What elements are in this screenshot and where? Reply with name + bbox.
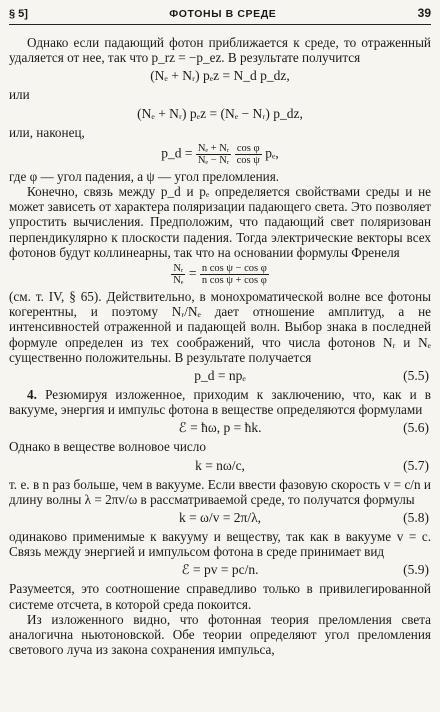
eq4-frac1-numerator: Nᵣ	[171, 263, 185, 275]
equation-momentum-ratio	[9, 143, 431, 166]
paragraph-phase-velocity: т. е. в n раз больше, чем в вакууме. Если ввести фазовую скорость v = c/n и длину волны λ = 2πv/ω в рассматриваемой среде, то получатся формулы	[9, 476, 431, 507]
eq7-number: (5.7)	[403, 457, 429, 473]
equation-5-5	[9, 368, 431, 384]
eq8-formula: k = ω/v = 2π/λ,	[178, 510, 262, 526]
eq3-lhs: p_d =	[161, 145, 193, 161]
eq3-frac2-numerator: cos φ	[235, 143, 262, 155]
equation-5-6	[9, 420, 431, 436]
section-marker: § 5]	[9, 8, 28, 20]
paragraph-reflected-photon: Однако если падающий фотон приближается к среде, то отраженный удаляется от нее, так что p_rz = −p_ez. В результате получится	[9, 35, 431, 66]
eq4-frac2-numerator: n cos ψ − cos φ	[201, 263, 267, 275]
eq5-number: (5.5)	[403, 368, 429, 384]
paragraph-angles: где φ — угол падения, а ψ — угол преломления.	[9, 168, 280, 184]
eq4-equals: =	[188, 265, 197, 281]
eq4-fraction-fresnel	[200, 263, 269, 286]
eq3-fraction-n	[196, 143, 231, 166]
eq6-formula: ℰ = ħω, p = ħk.	[178, 420, 262, 436]
page-number: 39	[417, 6, 431, 20]
eq5-formula: p_d = npₑ	[194, 368, 246, 384]
equation-photon-balance-2: (Nₑ + Nᵣ) pₑz = (Nₑ − Nᵣ) p_dz,	[137, 105, 303, 121]
connector-or: или	[9, 87, 30, 103]
equation-photon-balance-1: (Nₑ + Nᵣ) pₑz = N_d p_dz,	[150, 68, 290, 84]
eq9-number: (5.9)	[403, 562, 429, 578]
paragraph-polarization: Конечно, связь между p_d и pₑ определяется свойствами среды и не может зависеть от характера поляризации падающего света. Это позволяет упростить вычисления. Предположим, что падающий свет поляризован перпендикулярно к плоскости падения. Тогда электрические векторы всех фотонов будут коллинеарны, так что на основании формулы Френеля	[9, 184, 431, 260]
paragraph-wave-number: Однако в веществе волновое число	[9, 439, 206, 455]
connector-or-finally: или, наконец,	[9, 124, 85, 140]
eq7-formula: k = nω/c,	[195, 457, 245, 473]
eq9-formula: ℰ = pv = pc/n.	[181, 562, 259, 578]
running-header	[9, 6, 431, 25]
equation-5-7	[9, 458, 431, 474]
paragraph-reference-frame: Разумеется, это соотношение справедливо только в привилегированной системе отсчета, в которой среда покоится.	[9, 581, 431, 612]
running-title: ФОТОНЫ В СРЕДЕ	[169, 8, 277, 20]
equation-5-8	[9, 510, 431, 526]
eq6-number: (5.6)	[403, 420, 429, 436]
eq4-fraction-ratio	[171, 263, 185, 286]
paragraph-summary-text: Резюмируя изложенное, приходим к заключению, что, как и в вакууме, энергия и импульс фотона в веществе определяются формулами	[9, 387, 432, 418]
paragraph-energy-momentum: одинаково применимые к вакууму и веществу, так как в вакууме v = c. Связь между энергией и импульсом фотона в среде принимает вид	[9, 529, 431, 560]
eq4-frac1-denominator: Nₑ	[173, 275, 184, 287]
paragraph-coherence: (см. т. IV, § 65). Действительно, в монохроматической волне все фотоны когерентны, и поэтому Nᵣ/Nₑ дает отношение амплитуд, а не интенсивностей отраженной и падающей волн. Выбор знака в последней формуле определен из тех соображений, что числа фотонов Nᵣ и Nₑ существенно положительны. В результате получается	[9, 289, 431, 365]
equation-5-9	[9, 562, 431, 578]
eq8-number: (5.8)	[403, 510, 429, 526]
equation-fresnel	[9, 263, 431, 286]
eq3-frac1-denominator: Nₑ − Nᵣ	[197, 154, 230, 166]
eq3-fraction-cos	[235, 143, 262, 166]
paragraph-newton-analogy: Из изложенного видно, что фотонная теория преломления света аналогична ньютоновской. Обе теории определяют угол преломления светового луча из закона сохранения импульса,	[9, 611, 431, 658]
paragraph-summary	[9, 387, 431, 417]
eq3-rhs: pₑ,	[265, 145, 279, 161]
eq4-frac2-denominator: n cos ψ + cos φ	[201, 275, 267, 287]
item-number: 4.	[27, 387, 37, 403]
eq3-frac2-denominator: cos ψ	[236, 154, 260, 166]
eq3-frac1-numerator: Nₑ + Nᵣ	[197, 142, 230, 154]
